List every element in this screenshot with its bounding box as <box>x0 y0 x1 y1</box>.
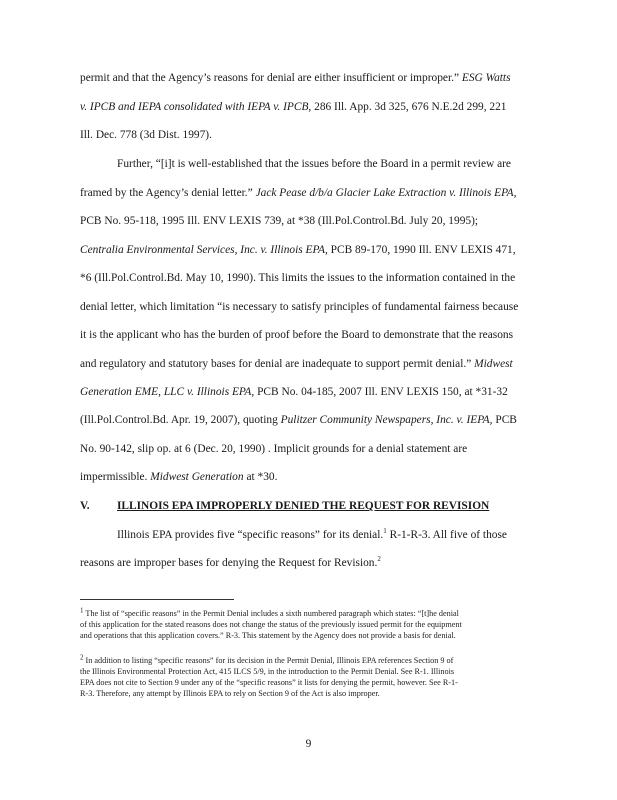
footnote-line <box>80 689 380 699</box>
body-line <box>80 470 277 484</box>
text-run: No. 90-142, slip op. at 6 (Dec. 20, 1990) . Implicit grounds for a denial statement are <box>80 443 468 455</box>
citation: 286 Ill. App. 3d 325, 676 N.E.2d 299, 221 <box>314 101 507 113</box>
case-name: Pulitzer Community Newspapers, Inc. v. IEPA, <box>280 414 493 426</box>
footnote-text: the Illinois Environmental Protection Act, 415 ILCS 5/9, in the introduction to the Permit Denial. See R-1. Illinois <box>80 667 455 676</box>
footnote-marker: 2 <box>80 653 84 662</box>
page-number: 9 <box>305 738 312 750</box>
body-line <box>117 157 511 171</box>
body-line <box>80 442 467 456</box>
text-run: Further, “[i]t is well-established that the issues before the Board in a permit review are <box>117 158 511 170</box>
text-run: reasons are improper bases for denying the Request for Revision. <box>80 557 378 569</box>
citation: PCB 89-170, 1990 Ill. ENV LEXIS 471, <box>330 244 516 256</box>
case-name: Midwest Generation <box>150 471 244 483</box>
footnote-separator <box>80 599 234 600</box>
footnote-ref: 1 <box>383 527 387 536</box>
body-line <box>80 71 511 85</box>
case-name: Centralia Environmental Services, Inc. v. Illinois EPA, <box>80 244 328 256</box>
citation: PCB No. 04-185, 2007 Ill. ENV LEXIS 150, at *31-32 <box>257 386 508 398</box>
body-line <box>80 271 515 285</box>
footnote-line <box>80 631 456 641</box>
text-run: R-1-R-3. All five of those <box>386 529 507 541</box>
case-name: ESG Watts <box>461 72 511 84</box>
text-run: impermissible. <box>80 471 148 483</box>
footnote-text: EPA does not cite to Section 9 under any of the “specific reasons” it lists for denying the permit, however. See R-1- <box>80 678 458 687</box>
footnote-ref: 2 <box>377 555 381 564</box>
body-line <box>80 243 516 257</box>
text-run: denial letter, which limitation “is necessary to satisfy principles of fundamental fairness because <box>80 301 519 313</box>
section-title <box>117 499 489 513</box>
footnote-line <box>80 678 458 688</box>
citation: PCB No. 95-118, 1995 Ill. ENV LEXIS 739, at *38 (Ill.Pol.Control.Bd. July 20, 1995); <box>80 215 479 227</box>
text-run: (Ill.Pol.Control.Bd. Apr. 19, 2007), quoting <box>80 414 278 426</box>
text-run: it is the applicant who has the burden of proof before the Board to demonstrate that the reasons <box>80 329 514 341</box>
section-number: V. <box>80 500 90 512</box>
case-name: v. IPCB and IEPA consolidated with IEPA v. IPCB, <box>80 101 312 113</box>
text-run: permit and that the Agency’s reasons for denial are either insufficient or improper.” <box>80 72 460 84</box>
footnote-text: R-3. Therefore, any attempt by Illinois EPA to rely on Section 9 of the Act is also improper. <box>80 689 380 698</box>
body-line <box>80 413 517 427</box>
body-line <box>80 357 513 371</box>
case-name: Jack Pease d/b/a Glacier Lake Extraction v. Illinois EPA, <box>255 187 517 199</box>
footnote-text: In addition to listing “specific reasons” for its decision in the Permit Denial, Illinois EPA references Section 9 of <box>83 656 454 665</box>
text-run: framed by the Agency’s denial letter.” <box>80 187 253 199</box>
body-line <box>80 128 212 142</box>
text-run: and regulatory and statutory bases for denial are inadequate to support permit denial.” <box>80 358 472 370</box>
body-line <box>80 385 508 399</box>
citation: Ill. Dec. 778 (3d Dist. 1997). <box>80 129 212 141</box>
body-line <box>80 328 513 342</box>
footnote-line <box>80 667 454 677</box>
body-line <box>80 556 381 570</box>
footnote-line <box>80 653 454 666</box>
case-name: Midwest <box>474 358 513 370</box>
text-run: Illinois EPA provides five “specific reasons” for its denial. <box>117 529 384 541</box>
footnote-text: The list of “specific reasons” in the Permit Denial includes a sixth numbered paragraph which states: “[t]he denial <box>83 609 459 618</box>
body-line <box>80 300 518 314</box>
footnote-text: and operations that this application covers.” R-3. This statement by the Agency does not provide a basis for denial. <box>80 631 456 640</box>
footnote-line <box>80 606 459 619</box>
section-title-text: ILLINOIS EPA IMPROPERLY DENIED THE REQUEST FOR REVISION <box>117 500 490 512</box>
text-run: at *30. <box>246 471 278 483</box>
case-name: Generation EME, LLC v. Illinois EPA, <box>80 386 255 398</box>
body-line <box>117 528 507 542</box>
text-run: *6 (Ill.Pol.Control.Bd. May 10, 1990). This limits the issues to the information contained in the <box>80 272 516 284</box>
body-line <box>80 100 507 114</box>
footnote-line <box>80 620 462 630</box>
footnote-text: of this application for the stated reasons does not change the status of the previously issued permit for the equipment <box>80 620 462 629</box>
footnote-marker: 1 <box>80 606 84 615</box>
body-line <box>80 186 516 200</box>
body-line <box>80 214 478 228</box>
text-run: PCB <box>495 414 517 426</box>
section-heading <box>80 499 90 513</box>
